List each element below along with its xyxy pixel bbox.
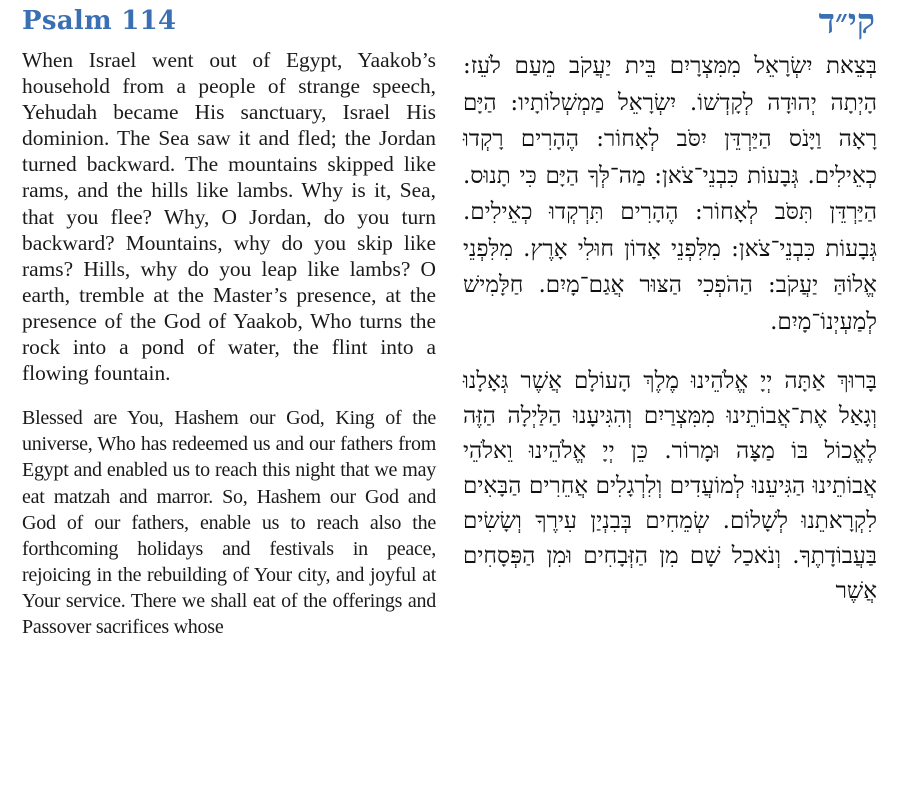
english-column (22, 47, 436, 640)
hebrew-paragraph-blessing: בָּרוּךְ אַתָּה יְיָ אֱלֹהֵינוּ מֶלֶךְ הָעוֹלָם אֲשֶׁר גְּאָלָנוּ וְגָאַל אֶת־אֲבוֹתֵינוּ מִמִּצְרַיִם וְהִגִּיעָנוּ הַלַּיְלָה הַזֶּה לֶאֱכוֹל בּוֹ מַצָּה וּמָרוֹר. כֵּן יְיָ אֱלֹהֵינוּ וֵאלֹהֵי אֲבוֹתֵינוּ הַגִּיעֵנוּ לְמוֹעֲדִים וְלִרְגָלִים אֲחֵרִים הַבָּאִים לִקְרָאתֵנוּ לְשָׁלוֹם. שְׂמֵחִים בְּבִנְיַן עִירֶךָ וְשָׂשִׂים בַּעֲבוֹדָתֶךָ. וְנֹאכַל שָׁם מִן הַזְּבָחִים וּמִן הַפְּסָחִים אֲשֶׁר (463, 368, 877, 604)
english-title: Psalm 114 (22, 6, 177, 36)
hebrew-title: קי״ד (818, 2, 875, 42)
english-paragraph-psalm: When Israel went out of Egypt, Yaakob’s household from a people of strange speech, Yehudah became His sanctuary, Israel His dominion. The Sea saw it and fled; the Jordan turned backward. The mountains skipped like rams, and the hills like lambs. Why is it, Sea, that you flee? Why, O Jordan, do you turn backward? Mountains, why do you skip like rams? Hills, why do you leap like lambs? O earth, tremble at the Master’s presence, at the presence of the God of Yaakob, Who turns the rock into a pond of water, the flint into a flowing fountain. (22, 48, 436, 386)
hebrew-column (463, 48, 877, 609)
english-paragraph-blessing: Blessed are You, Hashem our God, King of the universe, Who has redeemed us and our fathers from Egypt and enabled us to reach this night that we may eat matzah and marror. So, Hashem our God and God of our fathers, enable us to reach also the forthcoming holidays and festivals in peace, rejoicing in the rebuilding of Your city, and joyful at Your service. There we shall eat of the offerings and Passover sacrifices whose (22, 407, 436, 638)
hebrew-paragraph-psalm: בְּצֵאת יִשְׂרָאֵל מִמִּצְרָיִם בֵּית יַעֲקֹב מֵעַם לֹעֵז: הָיְתָה יְהוּדָה לְקָדְשׁוֹ. יִשְׂרָאֵל מַמְשְׁלוֹתָיו: הַיָּם רָאָה וַיָּנֹס הַיַּרְדֵּן יִסֹּב לְאָחוֹר: הֶהָרִים רָקְדוּ כְאֵילִים. גְּבָעוֹת כִּבְנֵי־צֹאן: מַה־לְּךָ הַיָּם כִּי תָנוּס. הַיַּרְדֵּן תִּסֹּב לְאָחוֹר: הֶהָרִים תִּרְקְדוּ כְאֵילִים. גְּבָעוֹת כִּבְנֵי־צֹאן: מִלִּפְנֵי אָדוֹן חוּלִי אָרֶץ. מִלִּפְנֵי אֱלוֹהַּ יַעֲקֹב: הַהֹפְכִי הַצּוּר אֲגַם־מָיִם. חַלָּמִישׁ לְמַעְיְנוֹ־מָיִם. (463, 53, 877, 335)
